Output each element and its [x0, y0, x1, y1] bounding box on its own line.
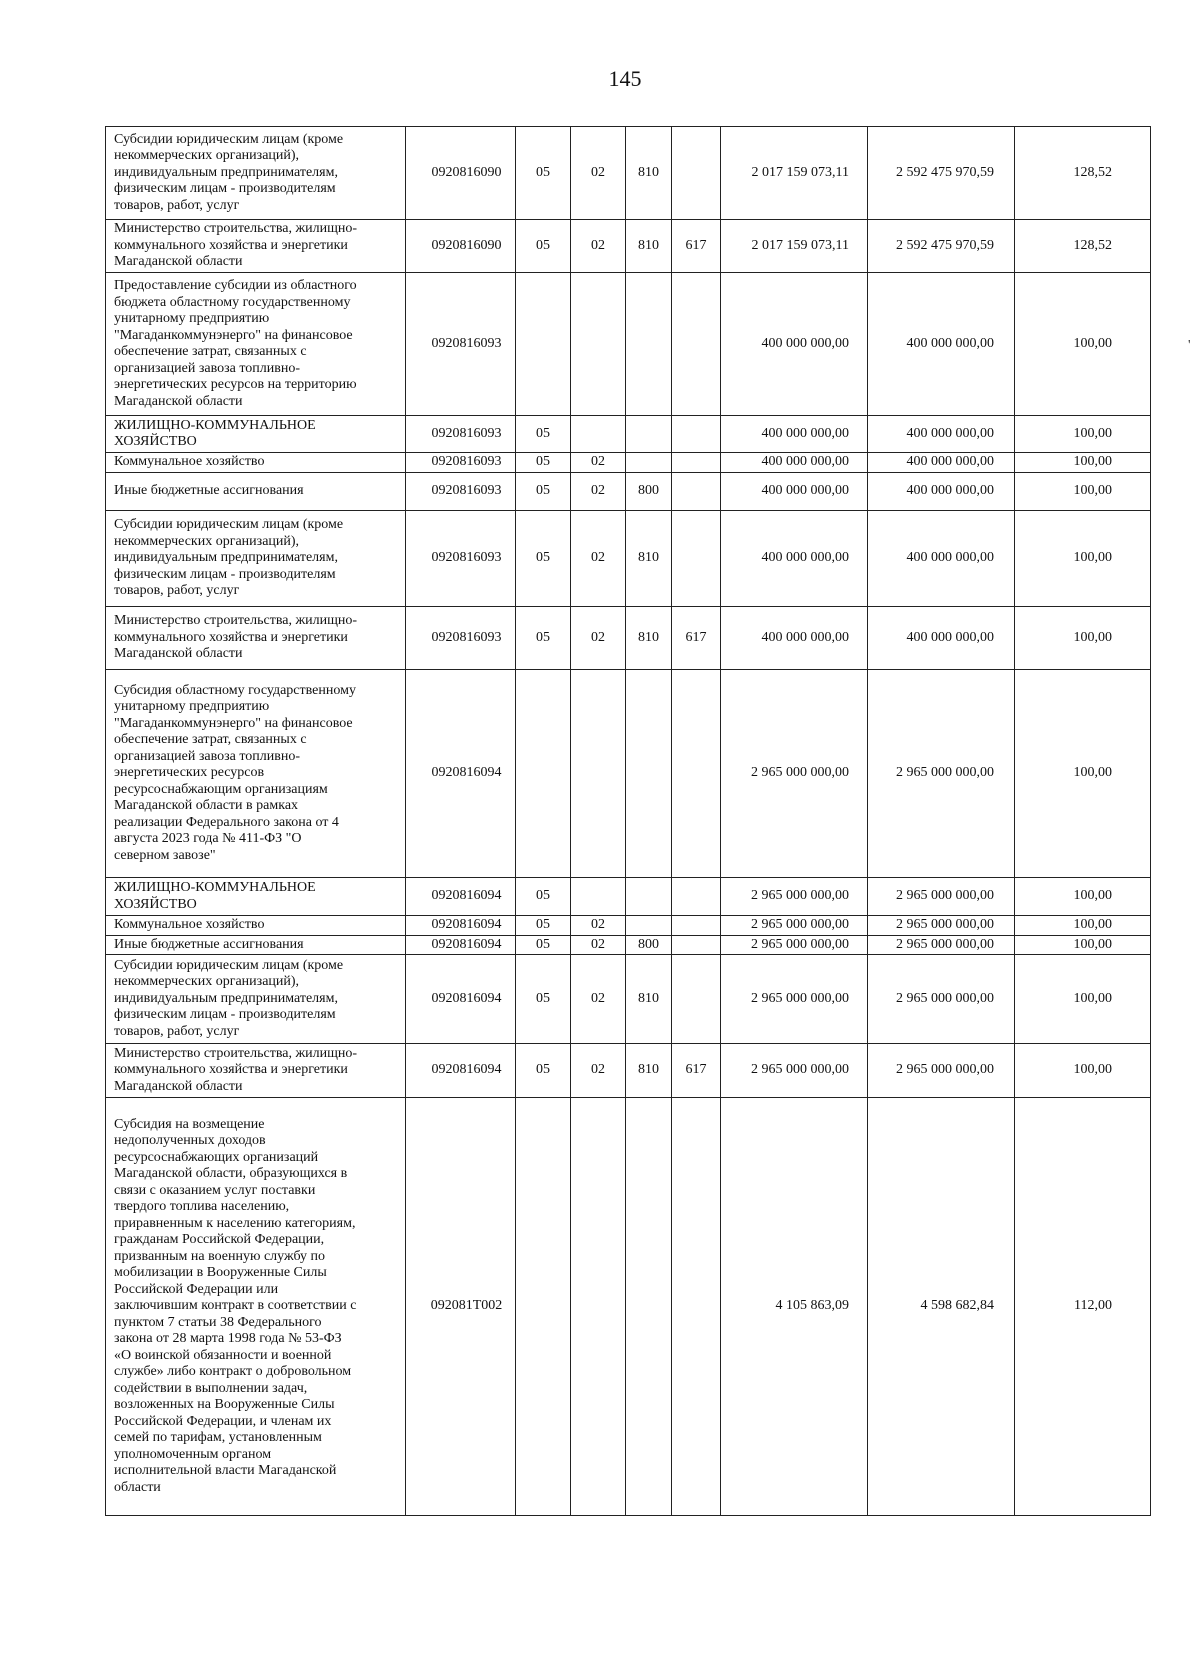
- table-row: [106, 670, 1151, 878]
- row-subsection: 02: [571, 453, 626, 473]
- row-admin-code: [672, 878, 721, 916]
- row-code: 0920816094: [406, 878, 516, 916]
- row-actual-amount: 400 000 000,00: [868, 607, 1015, 670]
- row-actual-amount: 2 592 475 970,59: [868, 127, 1015, 220]
- row-actual-amount: 2 965 000 000,00: [868, 916, 1015, 936]
- row-actual-amount: 400 000 000,00: [868, 473, 1015, 511]
- row-admin-code: [672, 127, 721, 220]
- row-actual-amount: 2 965 000 000,00: [868, 670, 1015, 878]
- row-admin-code: 617: [672, 220, 721, 273]
- row-actual-amount: 400 000 000,00: [868, 273, 1015, 416]
- row-percent: 100,00: [1015, 416, 1151, 453]
- row-subsection: [571, 416, 626, 453]
- row-expense-type: [626, 453, 672, 473]
- row-code: 0920816093: [406, 473, 516, 511]
- row-admin-code: 617: [672, 607, 721, 670]
- row-name: Министерство строительства, жилищно- коммунального хозяйства и энергетики Магаданской области: [106, 220, 406, 273]
- row-expense-type: [626, 416, 672, 453]
- row-actual-amount: 400 000 000,00: [868, 416, 1015, 453]
- row-plan-amount: 400 000 000,00: [721, 273, 868, 416]
- row-percent: 100,00: [1015, 273, 1151, 416]
- row-code: 0920816094: [406, 936, 516, 955]
- row-section: 05: [516, 453, 571, 473]
- row-name: Иные бюджетные ассигнования: [106, 936, 406, 955]
- row-percent: 100,00: [1015, 607, 1151, 670]
- table-row: [106, 955, 1151, 1044]
- row-code: 092081Т002: [406, 1098, 516, 1516]
- row-code: 0920816094: [406, 916, 516, 936]
- row-percent: 100,00: [1015, 453, 1151, 473]
- row-percent: 112,00: [1015, 1098, 1151, 1516]
- row-name: Министерство строительства, жилищно- коммунального хозяйства и энергетики Магаданской области: [106, 607, 406, 670]
- row-expense-type: 810: [626, 607, 672, 670]
- row-percent: 128,52: [1015, 127, 1151, 220]
- row-actual-amount: 400 000 000,00: [868, 453, 1015, 473]
- row-name: ЖИЛИЩНО-КОММУНАЛЬНОЕ ХОЗЯЙСТВО: [106, 416, 406, 453]
- row-admin-code: [672, 273, 721, 416]
- row-admin-code: [672, 511, 721, 607]
- table-row: [106, 511, 1151, 607]
- table-row: [106, 416, 1151, 453]
- row-name: Коммунальное хозяйство: [106, 453, 406, 473]
- row-percent: 100,00: [1015, 670, 1151, 878]
- row-section: 05: [516, 511, 571, 607]
- row-code: 0920816093: [406, 607, 516, 670]
- row-plan-amount: 2 965 000 000,00: [721, 955, 868, 1044]
- row-code: 0920816090: [406, 127, 516, 220]
- row-admin-code: [672, 416, 721, 453]
- row-expense-type: 810: [626, 127, 672, 220]
- row-section: 05: [516, 127, 571, 220]
- row-name: Иные бюджетные ассигнования: [106, 473, 406, 511]
- row-subsection: [571, 878, 626, 916]
- row-section: 05: [516, 416, 571, 453]
- row-name: Субсидии юридическим лицам (кроме некоммерческих организаций), индивидуальным предпринимателям, физическим лицам - производителям товаров, работ, услуг: [106, 955, 406, 1044]
- row-section: 05: [516, 955, 571, 1044]
- table-row: [106, 1098, 1151, 1516]
- row-expense-type: 810: [626, 955, 672, 1044]
- page-number: 145: [608, 66, 642, 91]
- table-row: [106, 127, 1151, 220]
- row-plan-amount: 2 965 000 000,00: [721, 936, 868, 955]
- row-section: 05: [516, 473, 571, 511]
- row-code: 0920816094: [406, 955, 516, 1044]
- row-actual-amount: 4 598 682,84: [868, 1098, 1015, 1516]
- row-section: [516, 273, 571, 416]
- row-section: 05: [516, 1044, 571, 1098]
- row-plan-amount: 400 000 000,00: [721, 416, 868, 453]
- table-row: [106, 473, 1151, 511]
- row-expense-type: [626, 878, 672, 916]
- row-expense-type: 800: [626, 473, 672, 511]
- row-actual-amount: 2 965 000 000,00: [868, 936, 1015, 955]
- row-percent: 100,00: [1015, 878, 1151, 916]
- row-name: Субсидии юридическим лицам (кроме некоммерческих организаций), индивидуальным предпринимателям, физическим лицам - производителям товаров, работ, услуг: [106, 127, 406, 220]
- row-code: 0920816093: [406, 453, 516, 473]
- row-plan-amount: 400 000 000,00: [721, 453, 868, 473]
- row-name: Министерство строительства, жилищно- коммунального хозяйства и энергетики Магаданской области: [106, 1044, 406, 1098]
- row-subsection: 02: [571, 607, 626, 670]
- row-plan-amount: 2 965 000 000,00: [721, 670, 868, 878]
- margin-mark: ': [1188, 338, 1191, 353]
- table-row: [106, 936, 1151, 955]
- table-row: [106, 273, 1151, 416]
- row-subsection: [571, 670, 626, 878]
- row-admin-code: [672, 453, 721, 473]
- row-expense-type: [626, 1098, 672, 1516]
- row-admin-code: [672, 1098, 721, 1516]
- row-plan-amount: 2 965 000 000,00: [721, 878, 868, 916]
- row-subsection: 02: [571, 916, 626, 936]
- row-name: Субсидии юридическим лицам (кроме некоммерческих организаций), индивидуальным предпринимателям, физическим лицам - производителям товаров, работ, услуг: [106, 511, 406, 607]
- row-code: 0920816093: [406, 416, 516, 453]
- row-code: 0920816094: [406, 670, 516, 878]
- row-actual-amount: 400 000 000,00: [868, 511, 1015, 607]
- row-name: Субсидия на возмещение недополученных доходов ресурсоснабжающих организаций Магаданской области, образующихся в связи с оказанием услуг поставки твердого топлива населению, приравненным к населению категориям, гражданам Российской Федерации, призванным на военную службу по мобилизации в Вооруженные Силы Российской Федерации или заключившим контракт в соответствии с пунктом 7 статьи 38 Федерального закона от 28 марта 1998 года № 53-ФЗ «О воинской обязанности и военной службе» либо контракт о добровольном содействии в выполнении задач, возложенных на Вооруженные Силы Российской Федерации, и членам их семей по тарифам, установленным уполномоченным органом исполнительной власти Магаданской области: [106, 1098, 406, 1516]
- table-row: [106, 878, 1151, 916]
- row-expense-type: 810: [626, 220, 672, 273]
- row-plan-amount: 400 000 000,00: [721, 607, 868, 670]
- row-admin-code: [672, 955, 721, 1044]
- row-section: 05: [516, 936, 571, 955]
- row-expense-type: [626, 670, 672, 878]
- row-subsection: 02: [571, 220, 626, 273]
- row-section: 05: [516, 878, 571, 916]
- row-percent: 100,00: [1015, 511, 1151, 607]
- row-expense-type: 810: [626, 1044, 672, 1098]
- row-admin-code: [672, 916, 721, 936]
- row-percent: 100,00: [1015, 916, 1151, 936]
- row-subsection: 02: [571, 127, 626, 220]
- row-name: Коммунальное хозяйство: [106, 916, 406, 936]
- row-section: 05: [516, 220, 571, 273]
- row-plan-amount: 400 000 000,00: [721, 511, 868, 607]
- row-subsection: 02: [571, 511, 626, 607]
- row-percent: 100,00: [1015, 955, 1151, 1044]
- table-row: [106, 916, 1151, 936]
- row-actual-amount: 2 965 000 000,00: [868, 878, 1015, 916]
- row-admin-code: [672, 473, 721, 511]
- row-plan-amount: 2 965 000 000,00: [721, 1044, 868, 1098]
- row-subsection: 02: [571, 936, 626, 955]
- row-admin-code: 617: [672, 1044, 721, 1098]
- row-code: 0920816090: [406, 220, 516, 273]
- row-plan-amount: 4 105 863,09: [721, 1098, 868, 1516]
- row-percent: 100,00: [1015, 1044, 1151, 1098]
- row-actual-amount: 2 965 000 000,00: [868, 955, 1015, 1044]
- table-row: [106, 220, 1151, 273]
- row-name: Субсидия областному государственному унитарному предприятию "Магаданкоммунэнерго" на финансовое обеспечение затрат, связанных с организацией завоза топливно- энергетических ресурсов ресурсоснабжающим организациям Магаданской области в рамках реализации Федерального закона от 4 августа 2023 года № 411-ФЗ "О северном завозе": [106, 670, 406, 878]
- row-admin-code: [672, 670, 721, 878]
- row-actual-amount: 2 965 000 000,00: [868, 1044, 1015, 1098]
- row-actual-amount: 2 592 475 970,59: [868, 220, 1015, 273]
- table-row: [106, 1044, 1151, 1098]
- row-code: 0920816093: [406, 273, 516, 416]
- row-section: 05: [516, 916, 571, 936]
- row-expense-type: [626, 273, 672, 416]
- row-plan-amount: 2 017 159 073,11: [721, 127, 868, 220]
- row-plan-amount: 2 017 159 073,11: [721, 220, 868, 273]
- row-section: 05: [516, 607, 571, 670]
- row-code: 0920816094: [406, 1044, 516, 1098]
- row-expense-type: 800: [626, 936, 672, 955]
- row-percent: 100,00: [1015, 473, 1151, 511]
- row-subsection: [571, 273, 626, 416]
- row-name: Предоставление субсидии из областного бюджета областному государственному унитарному предприятию "Магаданкоммунэнерго" на финансовое обеспечение затрат, связанных с организацией завоза топливно- энергетических ресурсов на территорию Магаданской области: [106, 273, 406, 416]
- row-expense-type: [626, 916, 672, 936]
- row-plan-amount: 400 000 000,00: [721, 473, 868, 511]
- row-subsection: 02: [571, 955, 626, 1044]
- row-percent: 100,00: [1015, 936, 1151, 955]
- row-subsection: 02: [571, 473, 626, 511]
- row-subsection: [571, 1098, 626, 1516]
- row-plan-amount: 2 965 000 000,00: [721, 916, 868, 936]
- row-name: ЖИЛИЩНО-КОММУНАЛЬНОЕ ХОЗЯЙСТВО: [106, 878, 406, 916]
- table-row: [106, 453, 1151, 473]
- row-subsection: 02: [571, 1044, 626, 1098]
- row-admin-code: [672, 936, 721, 955]
- row-section: [516, 670, 571, 878]
- budget-table: [105, 126, 1151, 1516]
- row-percent: 128,52: [1015, 220, 1151, 273]
- row-expense-type: 810: [626, 511, 672, 607]
- table-row: [106, 607, 1151, 670]
- row-code: 0920816093: [406, 511, 516, 607]
- row-section: [516, 1098, 571, 1516]
